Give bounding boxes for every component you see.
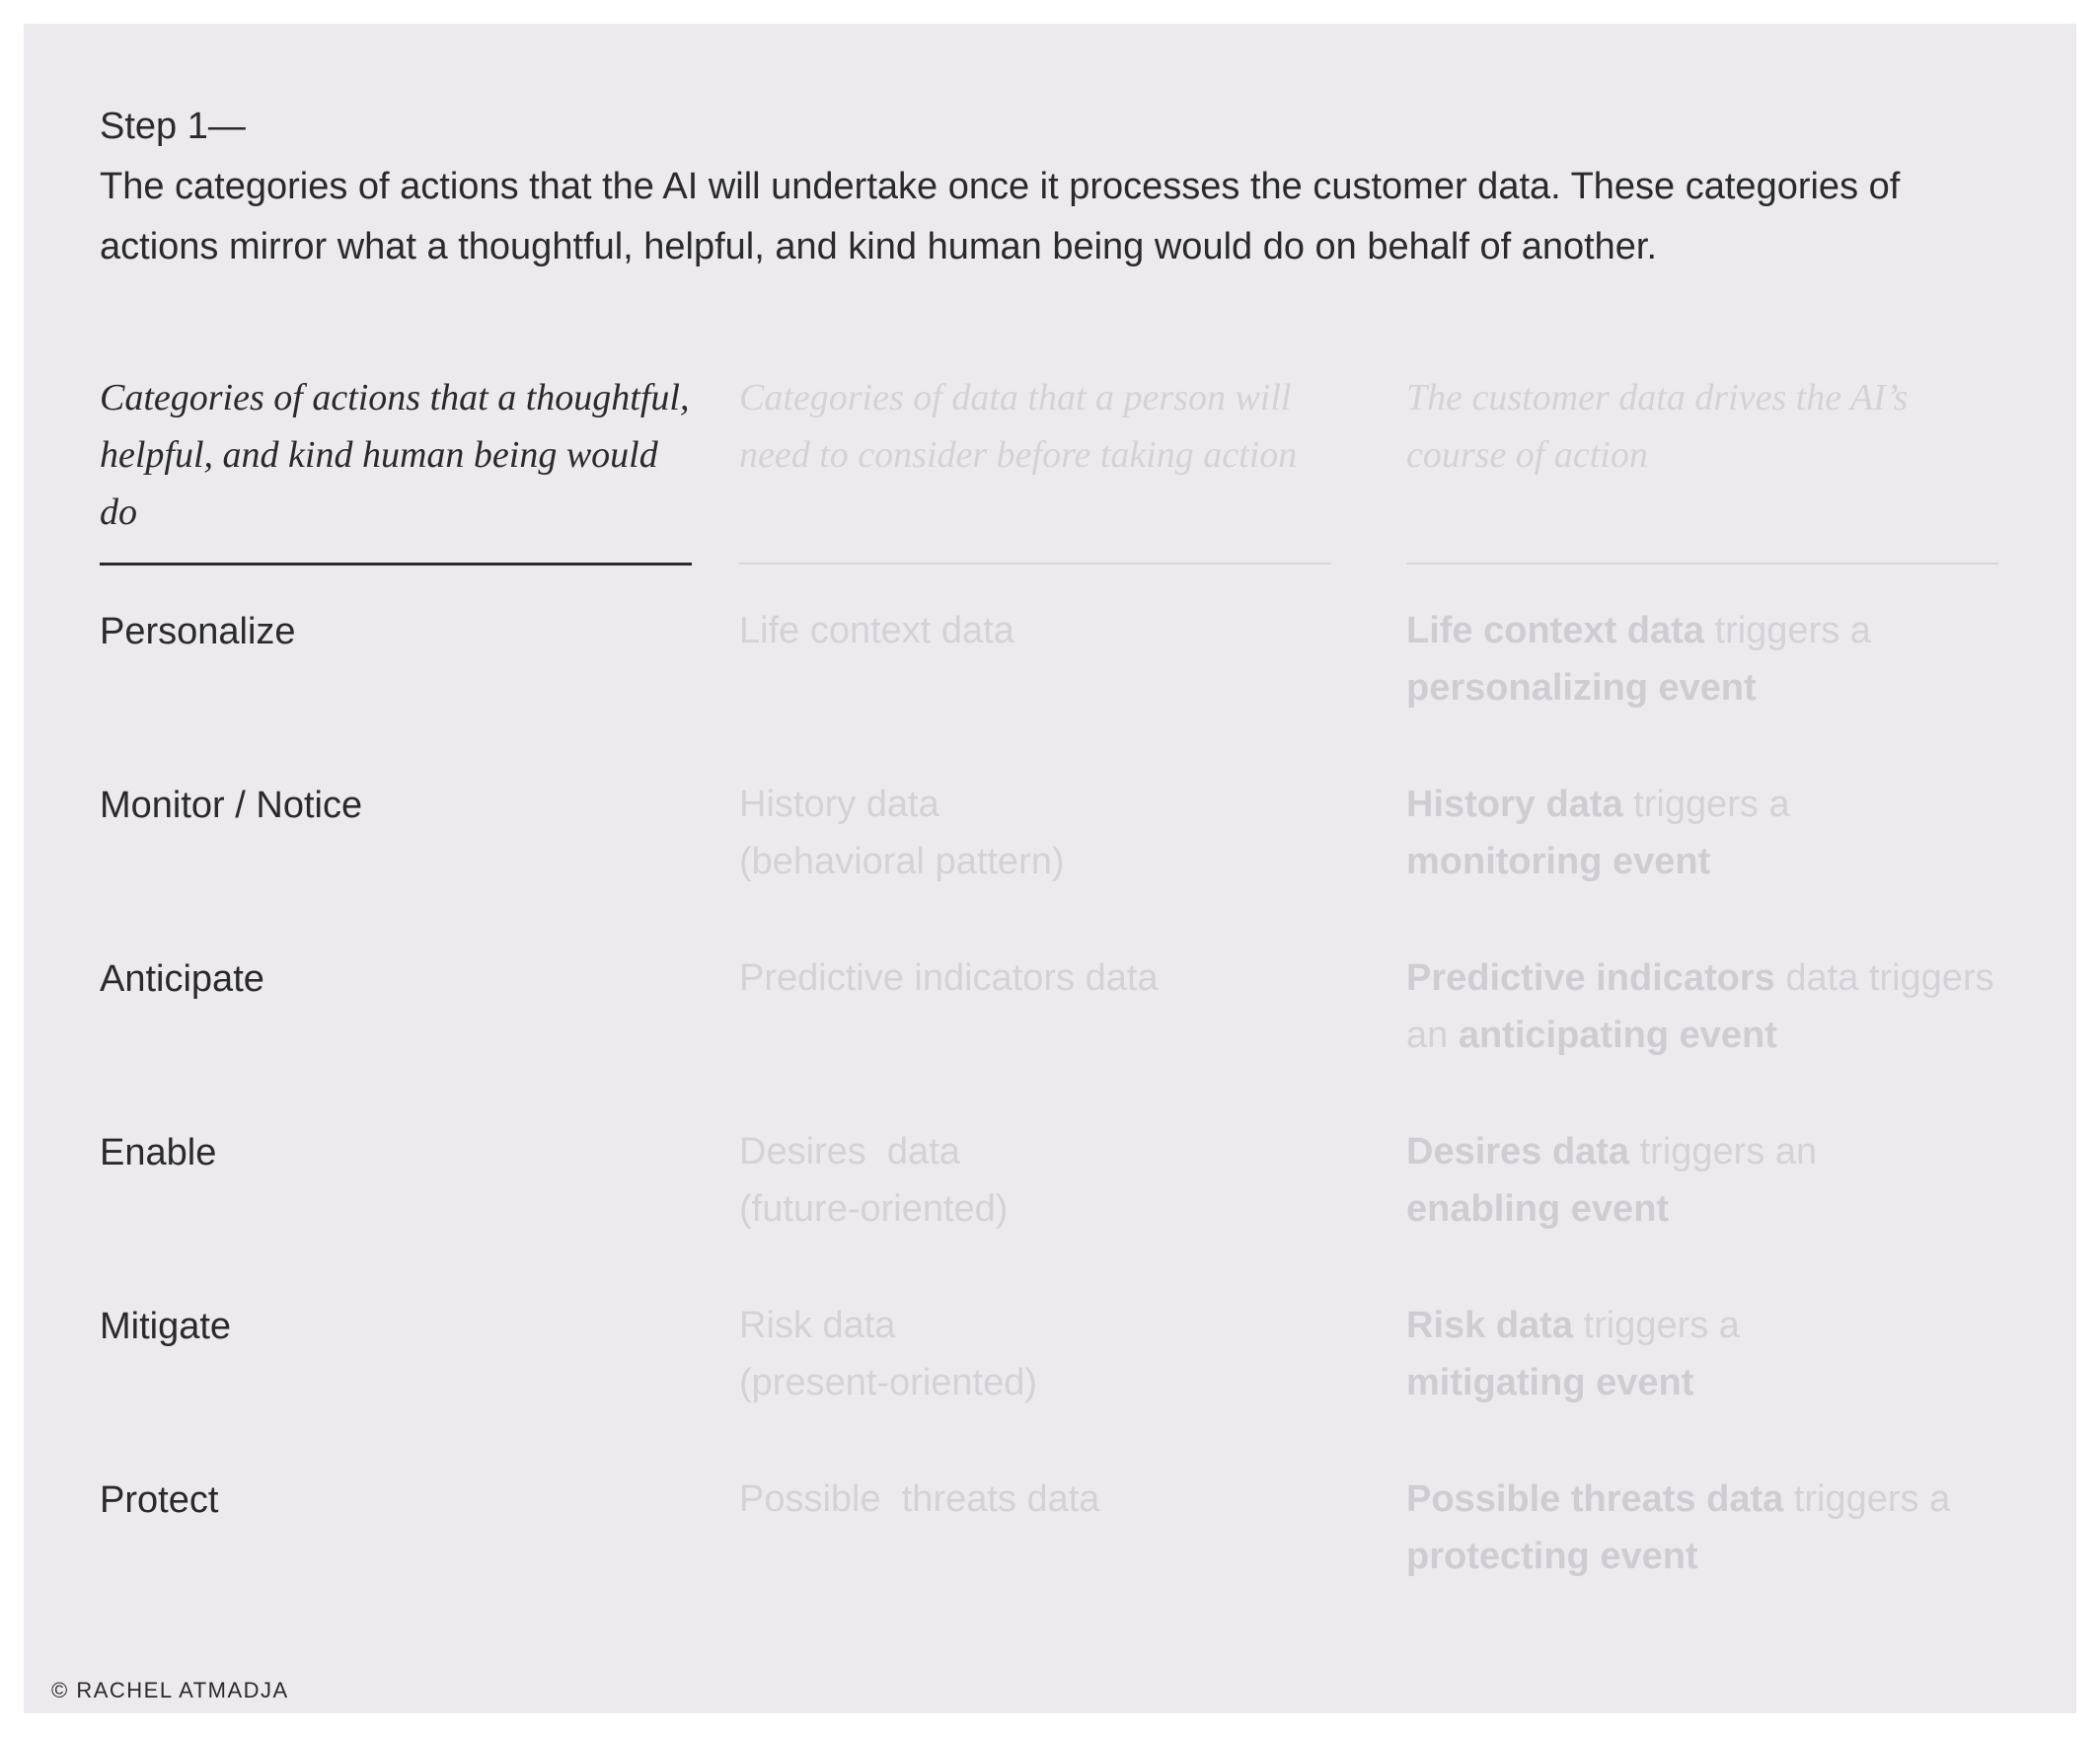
data-line: Risk data — [739, 1305, 896, 1346]
drive-bold: enabling event — [1406, 1188, 1670, 1230]
drive-row — [1406, 776, 1998, 949]
data-row — [739, 1123, 1331, 1297]
action-row — [100, 777, 692, 950]
action-label: Mitigate — [100, 1306, 232, 1347]
drive-bold: monitoring event — [1406, 841, 1711, 882]
actions-header: Categories of actions that a thoughtful, helpful, and kind human being would do — [100, 377, 690, 533]
drives-column — [1406, 369, 1998, 1644]
drive-bold: protecting event — [1406, 1536, 1698, 1577]
drive-row — [1406, 1297, 1998, 1471]
actions-header-rule — [100, 563, 692, 566]
drive-bold: anticipating event — [1458, 1015, 1777, 1056]
action-row — [100, 1124, 692, 1298]
drive-text: an — [1406, 1015, 1459, 1056]
drive-bold: Predictive indicators — [1406, 957, 1775, 999]
drive-bold: Risk data — [1406, 1305, 1573, 1346]
data-line: Predictive indicators data — [739, 957, 1159, 999]
step-label: Step 1— — [100, 106, 246, 147]
copyright-credit: © RACHEL ATMADJA — [51, 1678, 289, 1702]
drive-text: triggers a — [1572, 1305, 1740, 1346]
action-label: Personalize — [100, 611, 296, 652]
data-line: (present-oriented) — [739, 1362, 1038, 1403]
drive-text: triggers a — [1783, 1478, 1951, 1520]
data-line: Life context data — [739, 610, 1014, 651]
step-description: The categories of actions that the AI will undertake once it processes the customer data. These categories of actions mirror what a thoughtful, helpful, and kind human being would do on behalf of another. — [100, 166, 1901, 267]
data-row — [739, 602, 1331, 776]
action-label: Anticipate — [100, 958, 264, 1000]
data-row — [739, 1297, 1331, 1471]
action-label: Protect — [100, 1479, 219, 1521]
drive-bold: Desires data — [1406, 1131, 1630, 1172]
action-row — [100, 1472, 692, 1645]
data-line: History data — [739, 784, 939, 825]
drive-bold: Possible threats data — [1406, 1478, 1784, 1520]
action-label: Enable — [100, 1132, 217, 1173]
data-header-rule — [739, 563, 1331, 565]
drives-header: The customer data drives the AI’s course of action — [1406, 377, 1909, 476]
drive-bold: Life context data — [1406, 610, 1704, 651]
drive-bold: History data — [1406, 784, 1623, 825]
action-row — [100, 950, 692, 1124]
action-label: Monitor / Notice — [100, 785, 363, 826]
drive-row — [1406, 1123, 1998, 1297]
drive-row — [1406, 1471, 1998, 1644]
data-line: Desires data — [739, 1131, 960, 1172]
drive-text: triggers a — [1622, 784, 1790, 825]
data-line: (behavioral pattern) — [739, 841, 1065, 882]
data-line: Possible threats data — [739, 1478, 1100, 1520]
drive-text: triggers a — [1703, 610, 1871, 651]
data-row — [739, 776, 1331, 949]
data-row — [739, 949, 1331, 1123]
intro-text — [100, 97, 1975, 277]
data-row — [739, 1471, 1331, 1644]
drive-bold: personalizing event — [1406, 667, 1757, 709]
drive-text: triggers an — [1629, 1131, 1818, 1172]
drive-row — [1406, 949, 1998, 1123]
drive-bold: mitigating event — [1406, 1362, 1694, 1403]
action-row — [100, 1298, 692, 1472]
drive-text: data triggers — [1774, 957, 1994, 999]
actions-column — [100, 369, 692, 1645]
drive-row — [1406, 602, 1998, 776]
figure-card — [24, 24, 2076, 1713]
drives-header-rule — [1406, 563, 1998, 565]
data-line: (future-oriented) — [739, 1188, 1009, 1230]
action-row — [100, 603, 692, 777]
data-header: Categories of data that a person will need to consider before taking action — [739, 377, 1298, 476]
data-column — [739, 369, 1331, 1644]
